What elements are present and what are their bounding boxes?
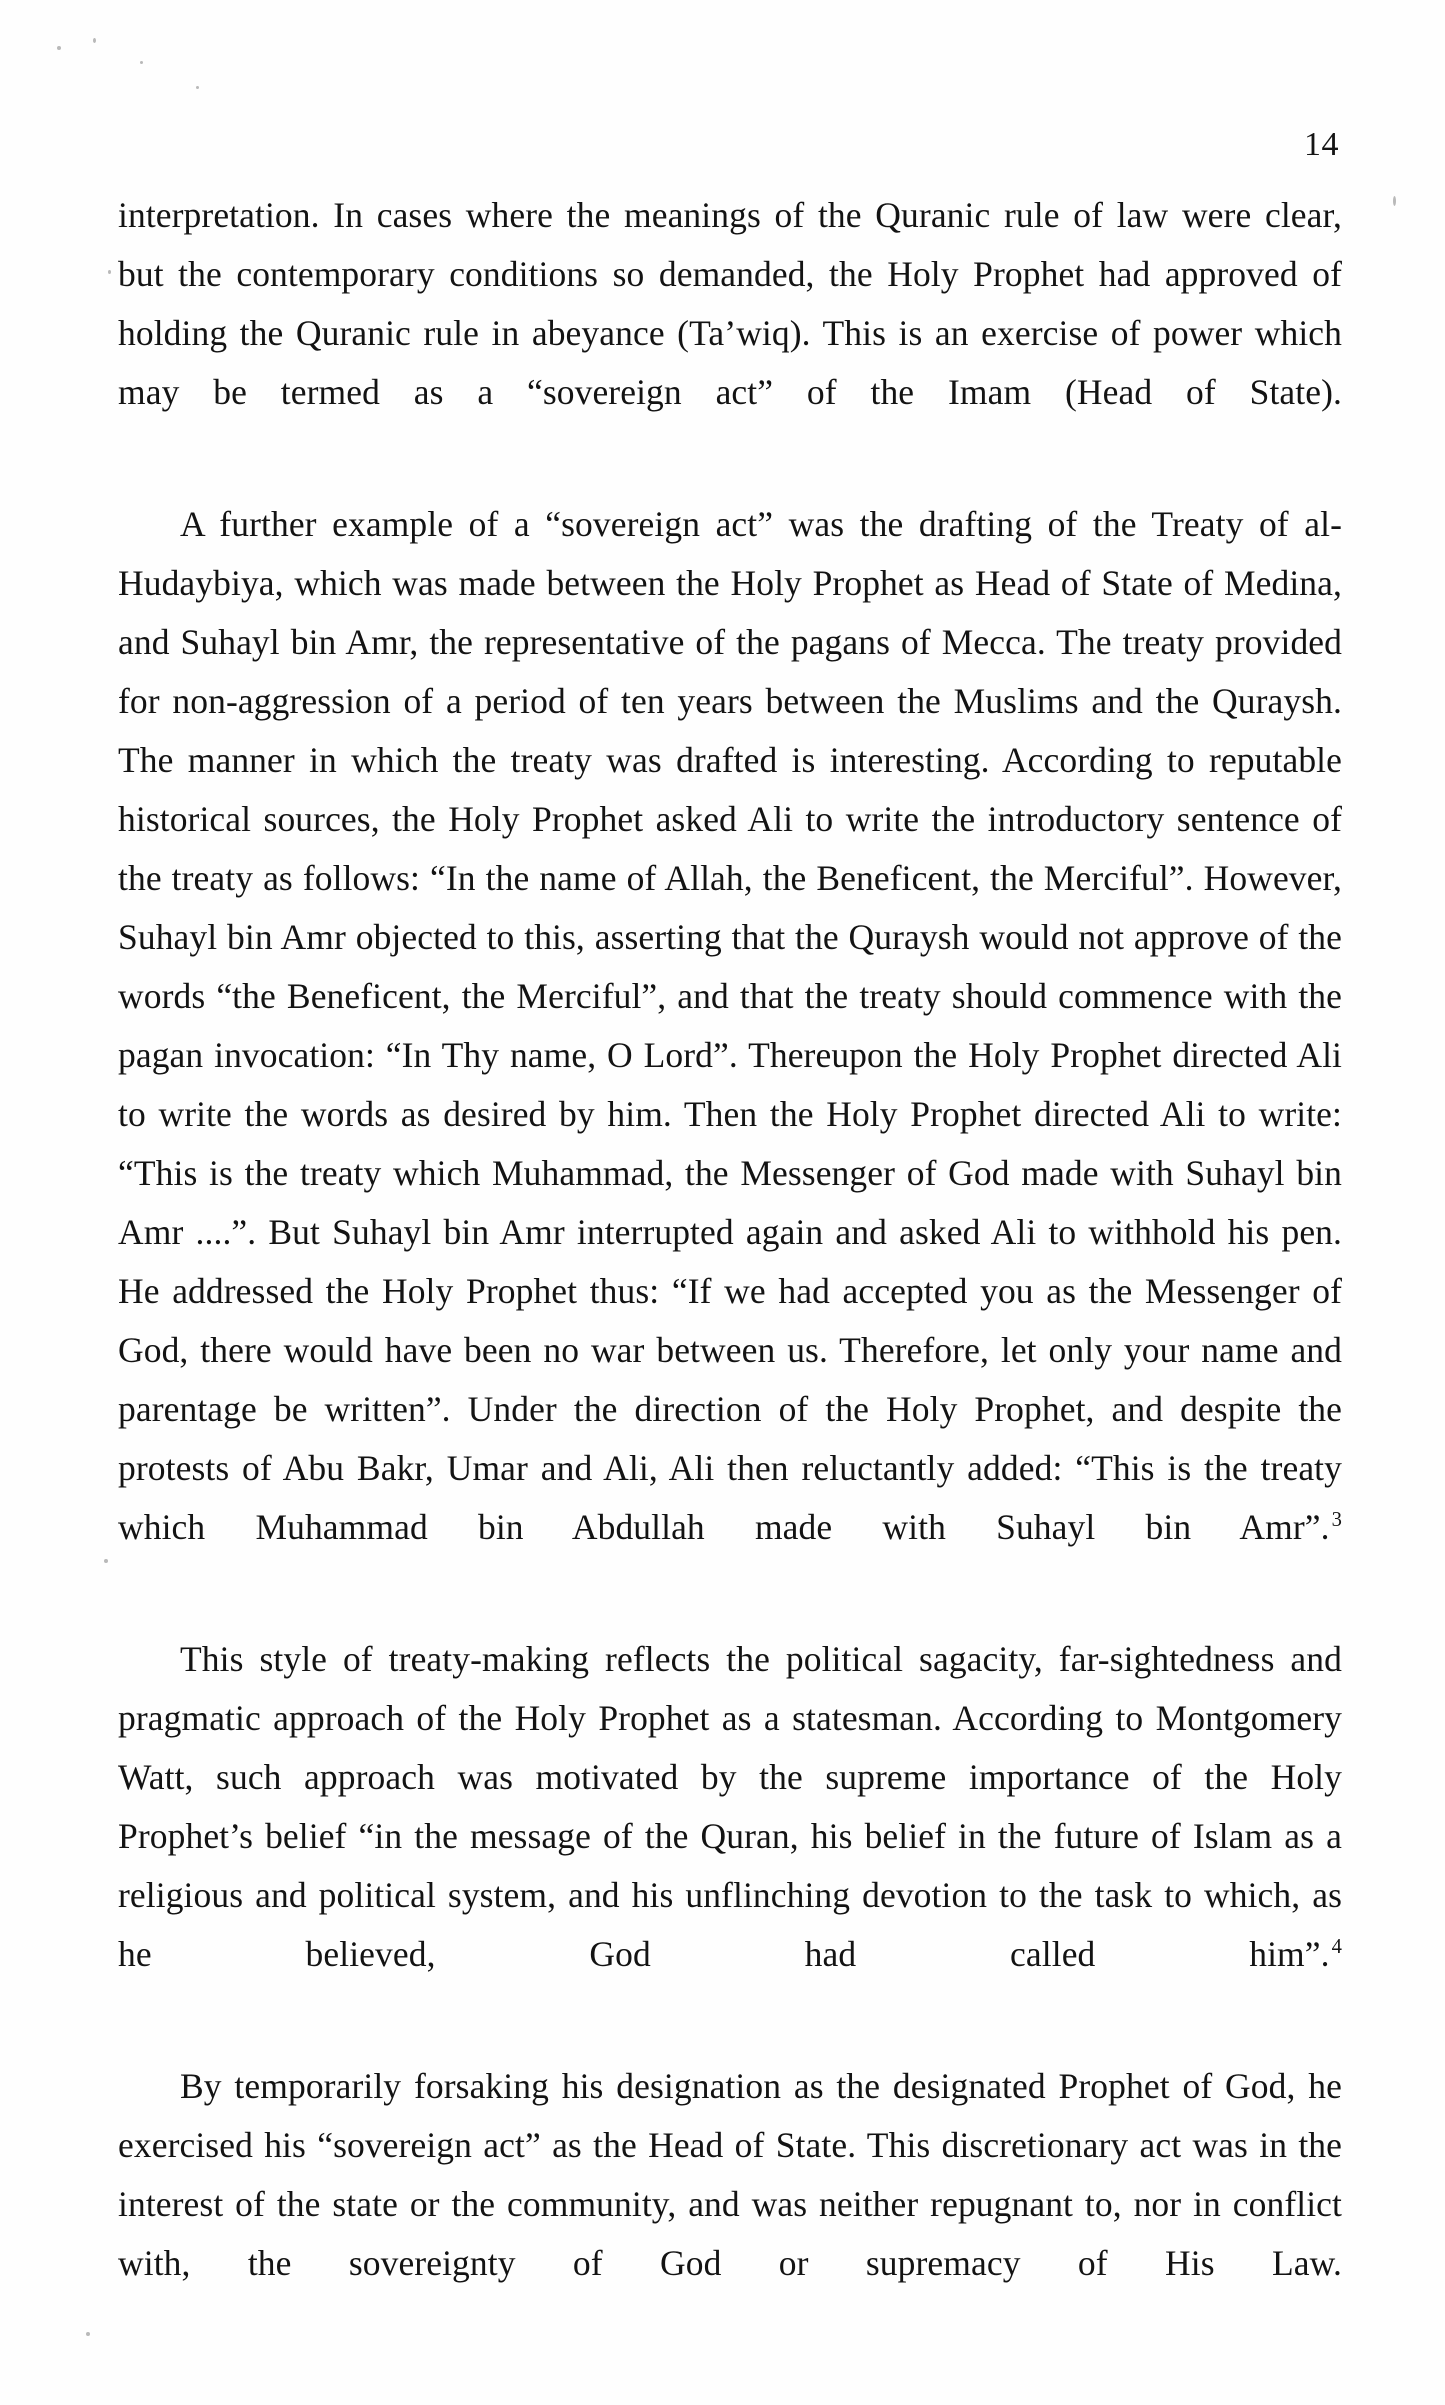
scan-speck [86, 2332, 90, 2336]
scan-speck [196, 86, 199, 89]
paragraph-2-text: A further example of a “sovereign act” was the drafting of the Treaty of al-Hudaybiya, which was made between the Holy Prophet as Head of State of Medina, and Suhayl bin Amr, the representative of the pagans of Mecca. The treaty provided for non-aggression of a period of ten years between the Muslims and the Quraysh. The manner in which the treaty was drafted is interesting. According to reputable historical sources, the Holy Prophet asked Ali to write the introductory sentence of the treaty as follows: “In the name of Allah, the Beneficent, the Merciful”. However, Suhayl bin Amr objected to this, asserting that the Quraysh would not approve of the words “the Beneficent, the Merciful”, and that the treaty should commence with the pagan invocation: “In Thy name, O Lord”. Thereupon the Holy Prophet directed Ali to write the words as desired by him. Then the Holy Prophet directed Ali to write: “This is the treaty which Muhammad, the Messenger of God made with Suhayl bin Amr ....”. But Suhayl bin Amr interrupted again and asked Ali to withhold his pen. He addressed the Holy Prophet thus: “If we had accepted you as the Messenger of God, there would have been no war between us. Therefore, let only your name and parentage be written”. Under the direction of the Holy Prophet, and despite the protests of Abu Bakr, Umar and Ali, Ali then reluctantly added: “This is the treaty which Muhammad bin Abdullah made with Suhayl bin Amr”. [118, 504, 1342, 1547]
paragraph-1 [118, 186, 1342, 481]
paragraph-4 [118, 2057, 1342, 2352]
footnote-marker-4: 4 [1331, 1936, 1342, 1959]
scan-speck [104, 1559, 108, 1563]
paragraph-1-text: interpretation. In cases where the meanings of the Quranic rule of law were clear, but the contemporary conditions so demanded, the Holy Prophet had approved of holding the Quranic rule in abeyance (Ta’wiq). This is an exercise of power which may be termed as a “sovereign act” of the Imam (Head of State). [118, 195, 1342, 412]
footnote-marker-3: 3 [1331, 1509, 1342, 1532]
scan-speck [57, 46, 61, 50]
scan-speck [1393, 196, 1396, 206]
page-number: 14 [1304, 126, 1339, 163]
paragraph-3-text: This style of treaty-making reflects the political sagacity, far-sightedness and pragmatic approach of the Holy Prophet as a statesman. According to Montgomery Watt, such approach was motivated by the supreme importance of the Holy Prophet’s belief “in the message of the Quran, his belief in the future of Islam as a religious and political system, and his unflinching devotion to the task to which, as he believed, God had called him”. [118, 1639, 1342, 1974]
paragraph-3 [118, 1630, 1342, 2043]
scan-speck [108, 270, 111, 274]
paragraph-2 [118, 495, 1342, 1616]
scan-speck [140, 61, 143, 64]
paragraph-4-text: By temporarily forsaking his designation as the designated Prophet of God, he exercised his “sovereign act” as the Head of State. This discretionary act was in the interest of the state or the community, and was neither repugnant to, nor in conflict with, the sovereignty of God or supremacy of His Law. [118, 2066, 1342, 2283]
scan-speck [93, 38, 96, 43]
body-text [118, 186, 1342, 2352]
